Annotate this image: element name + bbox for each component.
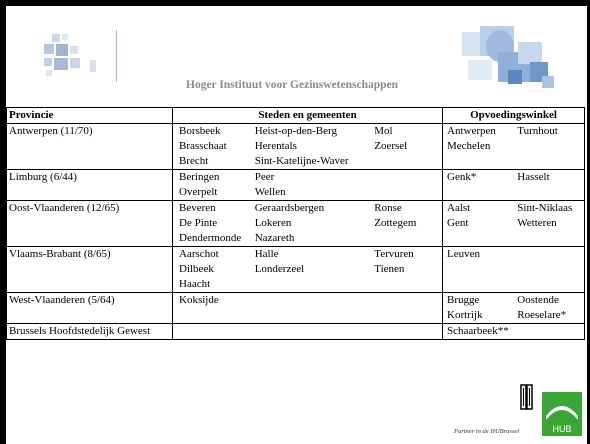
shop-name: Leuven — [447, 248, 480, 260]
shop-name: Mechelen — [447, 140, 491, 152]
shop-name: Hasselt — [517, 171, 550, 183]
city-name: Heist-op-den-Berg — [254, 125, 337, 137]
shops-cell — [443, 293, 585, 324]
hub-logo-text: HUB — [552, 424, 572, 434]
city-name: Zoersel — [374, 140, 408, 152]
city-name: Brecht — [179, 155, 209, 167]
cities-cell — [173, 201, 443, 247]
shop-name: Schaarbeek** — [447, 325, 509, 337]
province-cell: Vlaams-Brabant (8/65) — [7, 247, 173, 293]
shop-name: Antwerpen — [447, 125, 496, 137]
city-name: De Pinte — [179, 217, 218, 229]
province-cell: Brussels Hoofdstedelijk Gewest — [7, 324, 173, 340]
cities-cell — [173, 124, 443, 170]
city-name: Peer — [254, 171, 275, 183]
city-name: Koksijde — [179, 294, 219, 306]
table-header-row — [7, 108, 585, 124]
city-name: Herentals — [254, 140, 297, 152]
shop-name: Oostende — [517, 294, 559, 306]
institute-logo-icon — [40, 30, 110, 80]
shop-name: Sint-Niklaas — [517, 202, 573, 214]
shop-name: Aalst — [447, 202, 471, 214]
city-name: Wellen — [254, 186, 286, 198]
table-row — [7, 124, 585, 170]
cities-cell — [173, 324, 443, 340]
shops-cell — [443, 247, 585, 293]
city-name: Ronse — [374, 202, 402, 214]
city-name: Haacht — [179, 278, 211, 290]
city-name: Overpelt — [179, 186, 218, 198]
shop-name: Turnhout — [517, 125, 558, 137]
table-row — [7, 201, 585, 247]
shop-name: Wetteren — [517, 217, 557, 229]
shop-name: Gent — [447, 217, 469, 229]
city-name: Borsbeek — [179, 125, 221, 137]
institute-name: Hoger Instituut voor Gezinswetenschappen — [186, 79, 399, 91]
province-cell: Oost-Vlaanderen (12/65) — [7, 201, 173, 247]
shop-name: Kortrijk — [447, 309, 483, 321]
cities-cell — [173, 293, 443, 324]
shops-cell — [443, 201, 585, 247]
shop-name: Brugge — [447, 294, 480, 306]
decorative-photo-icon — [458, 22, 558, 94]
city-name: Aarschot — [179, 248, 219, 260]
province-table — [6, 107, 585, 340]
city-name: Mol — [374, 125, 393, 137]
partner-text: Partner in de HUBrussel — [454, 428, 520, 435]
shop-name: Genk* — [447, 171, 477, 183]
book-icon — [520, 384, 534, 410]
shops-cell — [443, 170, 585, 201]
city-name: Dilbeek — [179, 263, 214, 275]
city-name: Beringen — [179, 171, 220, 183]
table-row — [7, 170, 585, 201]
city-name: Beveren — [179, 202, 216, 214]
cities-cell — [173, 170, 443, 201]
header-province: Provincie — [7, 108, 173, 124]
table-body — [7, 124, 585, 340]
logo-divider — [116, 30, 117, 82]
city-name: Tienen — [374, 263, 405, 275]
city-name: Halle — [254, 248, 279, 260]
city-name: Tervuren — [374, 248, 414, 260]
province-cell: West-Vlaanderen (5/64) — [7, 293, 173, 324]
city-name: Brasschaat — [179, 140, 227, 152]
table-row — [7, 324, 585, 340]
city-name: Lokeren — [254, 217, 292, 229]
city-name: Londerzeel — [254, 263, 305, 275]
province-cell: Antwerpen (11/70) — [7, 124, 173, 170]
city-name: Sint-Katelijne-Waver — [254, 155, 349, 167]
city-name: Nazareth — [254, 232, 295, 244]
shops-cell — [443, 124, 585, 170]
city-name: Geraardsbergen — [254, 202, 325, 214]
header-shops: Opvoedingswinkel — [443, 108, 585, 124]
city-name: Dendermonde — [179, 232, 242, 244]
shops-cell — [443, 324, 585, 340]
table-row — [7, 293, 585, 324]
city-name: Zottegem — [374, 217, 417, 229]
province-cell: Limburg (6/44) — [7, 170, 173, 201]
table-row — [7, 247, 585, 293]
cities-cell — [173, 247, 443, 293]
frame-top-border — [0, 0, 590, 6]
hub-logo — [542, 392, 582, 436]
shop-name: Roeselare* — [517, 309, 567, 321]
header-cities: Steden en gemeenten — [173, 108, 443, 124]
